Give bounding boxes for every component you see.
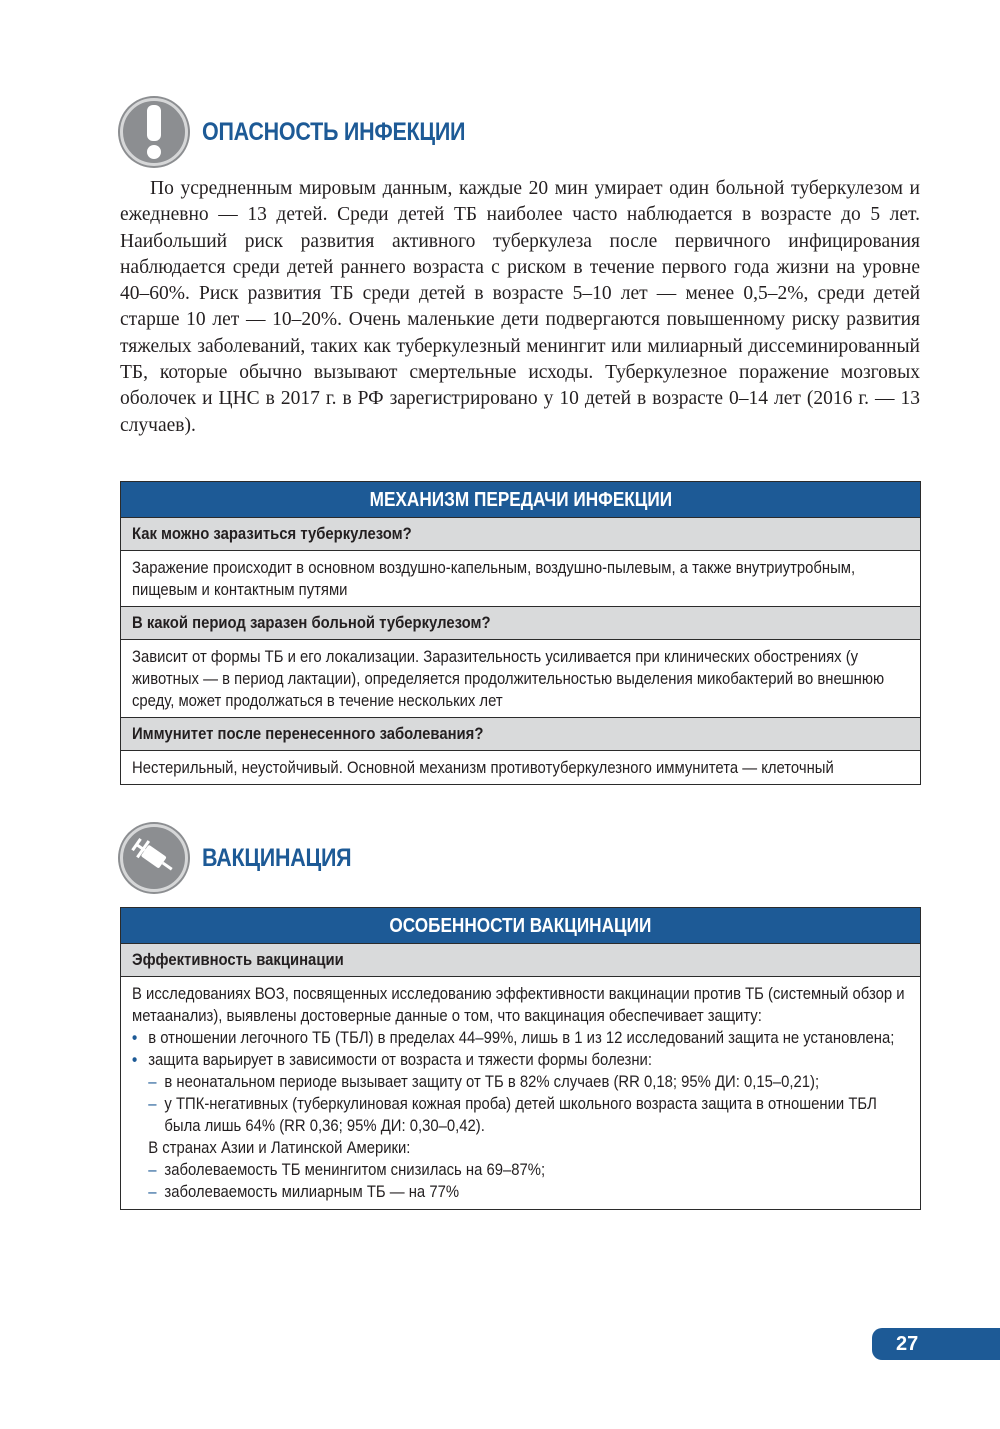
danger-paragraph: По усредненным мировым данным, каждые 20 мин умирает один больной туберкулезом и ежедневно — 13 детей. Среди детей ТБ наиболее часто наблюдается в возрасте до 5 лет. Наибольший риск развития активного туберкулеза после первичного инфицирования наблюдается среди детей раннего возраста с риском в течение первого года жизни на уровне 40–60%. Риск развития ТБ среди детей в возрасте 5–10 лет — менее 0,5–2%, среди детей старше 10 лет — 10–20%. Очень маленькие дети подвергаются повышенному риску развития тяжелых заболеваний, таких как туберкулезный менингит или милиарный диссеминированный ТБ, которые обычно вызывают смертельные исходы. Туберкулезное поражение мозговых оболочек и ЦНС в 2017 г. в РФ зарегистрировано у 10 детей в возрасте 0–14 лет (2016 г. — 13 случаев). bbox=[120, 178, 920, 436]
syringe-icon bbox=[120, 824, 188, 892]
list-item: • в отношении легочного ТБ (ТБЛ) в пределах 44–99%, лишь в 1 из 12 исследований защита не установлена; bbox=[132, 1027, 907, 1049]
list-item: • защита варьирует в зависимости от возраста и тяжести формы болезни: – в неонатальном периоде вызывает защиту от ТБ в 82% случаев (RR 0,18; 95% ДИ: 0,15–0,21); – у ТПК-негативных (туберкулиновая кожная проба) детей школьного возраста защита в отношении ТБЛ была лишь 64% (RR 0,36; 95% ДИ: 0,30–0,42). В странах Азии и Латинской Америки: – заболеваемость ТБ менингитом снизилась на 69–87%; – заболеваемость милиарным ТБ — на 77% bbox=[132, 1049, 907, 1203]
list-item: – в неонатальном периоде вызывает защиту от ТБ в 82% случаев (RR 0,18; 95% ДИ: 0,15–0,21); bbox=[148, 1071, 907, 1093]
page-number: 27 bbox=[896, 1333, 919, 1355]
vaccination-title: ВАКЦИНАЦИЯ bbox=[202, 843, 352, 872]
list-item: – у ТПК-негативных (туберкулиновая кожная проба) детей школьного возраста защита в отношении ТБЛ была лишь 64% (RR 0,36; 95% ДИ: 0,30–0,42). bbox=[148, 1093, 907, 1137]
danger-title: ОПАСНОСТЬ ИНФЕКЦИИ bbox=[202, 117, 466, 146]
table-answer: Нестерильный, неустойчивый. Основной механизм противотуберкулезного иммунитета — клеточный bbox=[132, 759, 834, 777]
table-question: В какой период заразен больной туберкулезом? bbox=[121, 607, 920, 640]
exclamation-icon bbox=[120, 98, 188, 166]
vaccination-intro: В исследованиях ВОЗ, посвященных исследованию эффективности вакцинации против ТБ (системный обзор и метаанализ), выявлены достоверные данные о том, что вакцинация обеспечивает защиту: bbox=[132, 985, 905, 1025]
table-question: Эффективность вакцинации bbox=[121, 944, 920, 977]
table-answer: Зависит от формы ТБ и его локализации. Заразительность усиливается при клинических обострениях (у животных — в период лактации), определяется продолжительностью выделения микобактерий во внешнюю среду, может продолжаться в течение нескольких лет bbox=[121, 640, 920, 718]
transmission-table-title: МЕХАНИЗМ ПЕРЕДАЧИ ИНФЕКЦИИ bbox=[121, 482, 920, 518]
list-item: – заболеваемость ТБ менингитом снизилась на 69–87%; bbox=[148, 1159, 907, 1181]
table-answer: Заражение происходит в основном воздушно-капельным, воздушно-пылевым, а также внутриутробным, пищевым и контактным путями bbox=[121, 551, 920, 607]
table-question: Как можно заразиться туберкулезом? bbox=[121, 518, 920, 551]
vaccination-answer bbox=[121, 977, 920, 1209]
danger-section-header bbox=[120, 98, 508, 166]
list-item: – заболеваемость милиарным ТБ — на 77% bbox=[148, 1181, 907, 1203]
region-label: В странах Азии и Латинской Америки: bbox=[148, 1139, 411, 1157]
vaccination-table-title: ОСОБЕННОСТИ ВАКЦИНАЦИИ bbox=[121, 908, 920, 944]
transmission-table bbox=[120, 481, 921, 785]
table-question: Иммунитет после перенесенного заболевания? bbox=[121, 718, 920, 751]
vaccination-section-header bbox=[120, 824, 376, 892]
page-number-tab bbox=[872, 1328, 1000, 1360]
vaccination-table bbox=[120, 907, 921, 1210]
